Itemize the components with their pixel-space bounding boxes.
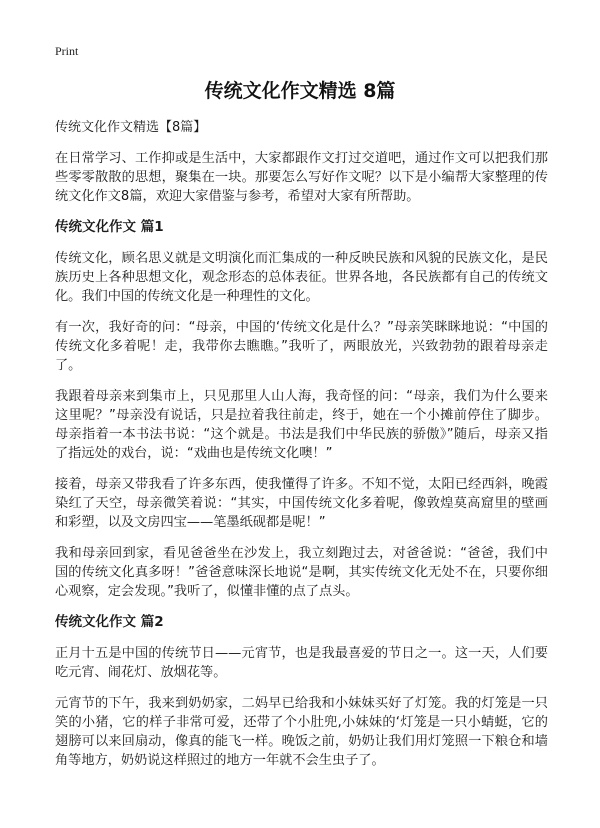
document-subtitle: 传统文化作文精选【8篇】 — [55, 120, 207, 135]
paragraph: 有一次，我好奇的问：“母亲，中国的‘传统文化是什么？”母亲笑眯眯地说：“中国的传统文化多着呢！走，我带你去瞧瞧。”我听了，两眼放光，兴致勃勃的跟着母亲走了。 — [55, 320, 548, 373]
paragraph: 我跟着母亲来到集市上，只见那里人山人海，我奇怪的问：“母亲，我们为什么要来这里呢？”母亲没有说话，只是拉着我往前走，终于，她在一个小摊前停住了脚步。母亲指着一本书法书说：“这个就是。书法是我们中华民族的骄傲》”随后，母亲又指了指远处的戏台，说：“戏曲也是传统文化噢！” — [55, 389, 548, 461]
document-body — [55, 118, 548, 782]
section-heading: 传统文化作文 篇2 — [55, 614, 164, 630]
paragraph: 传统文化，顾名思义就是文明演化而汇集成的一种反映民族和风貌的民族文化，是民族历史上各种思想文化，观念形态的总体表征。世界各地，各民族都有自己的传统文化。我们中国的传统文化是一种理性的文化。 — [55, 251, 548, 304]
intro-paragraph: 在日常学习、工作抑或是生活中，大家都跟作文打过交道吧，通过作文可以把我们那些零零散散的思想，聚集在一块。那要怎么写好作文呢？以下是小编帮大家整理的传统文化作文8篇，欢迎大家借鉴与参考，希望对大家有所帮助。 — [55, 151, 548, 204]
print-label: Print — [55, 44, 79, 58]
page-title: 传统文化作文精选 8篇 — [204, 80, 396, 102]
section-2 — [55, 613, 548, 770]
paragraph: 元宵节的下午，我来到奶奶家，二妈早已给我和小妹妹买好了灯笼。我的灯笼是一只笑的小猪，它的样子非常可爱，还带了个小肚兜,小妹妹的‘灯笼是一只小蜻蜓，它的翅膀可以来回扇动，像真的能飞一样。晚饭之前，奶奶让我们用灯笼照一下粮仓和墙角等地方，奶奶说这样照过的地方一年就不会生虫子了。 — [55, 696, 548, 768]
section-1 — [55, 218, 548, 601]
paragraph: 正月十五是中国的传统节日——元宵节，也是我最喜爱的节日之一。这一天，人们要吃元宵、闹花灯、放烟花等。 — [55, 646, 548, 680]
paragraph: 接着，母亲又带我看了许多东西，使我懂得了许多。不知不觉，太阳已经西斜，晚霞染红了天空，母亲微笑着说：“其实，中国传统文化多着呢，像敦煌莫高窟里的壁画和彩塑，以及文房四宝——笔墨纸砚都是呢！” — [55, 477, 548, 530]
section-heading: 传统文化作文 篇1 — [55, 219, 164, 235]
paragraph: 我和母亲回到家，看见爸爸坐在沙发上，我立刻跑过去，对爸爸说：“爸爸，我们中国的传统文化真多呀！”爸爸意味深长地说“是啊，其实传统文化无处不在，只要你细心观察，定会发现。”我听了，似懂非懂的点了点头。 — [55, 546, 548, 599]
